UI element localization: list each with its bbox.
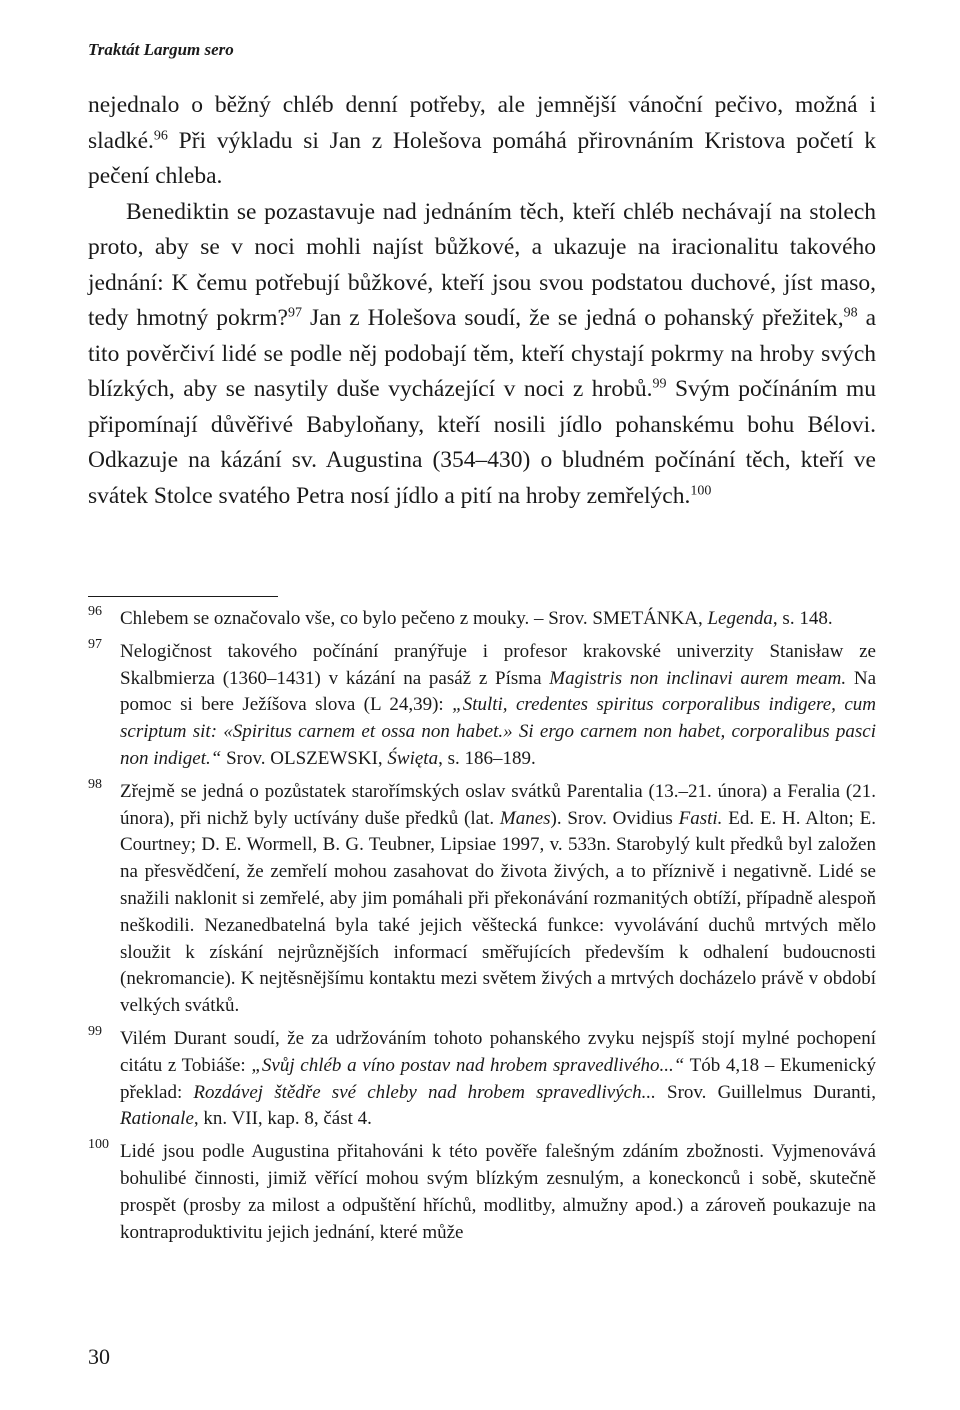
text-run: Tób 4,18 – Ekumenický překlad: bbox=[120, 1054, 877, 1103]
running-title: Traktát Largum sero bbox=[88, 40, 234, 59]
paragraph-1 bbox=[88, 88, 876, 195]
page-number: 30 bbox=[88, 1344, 110, 1369]
text-run: ). Srov. Ovidius bbox=[550, 807, 679, 829]
text-run: Nelogičnost takového počínání pranýřuje i profesor krakovské univerzity Stanisław ze Skalbmierza (1360–1431) v kázání na pasáž z Písma bbox=[120, 640, 876, 689]
footnote-ref-99[interactable]: 99 bbox=[652, 376, 667, 392]
text-run: Vilém Durant soudí, že za udržováním tohoto pohanského zvyku nejspíš stojí mylné pochopení citátu z Tobiáše: bbox=[120, 1027, 876, 1076]
footnotes bbox=[88, 606, 876, 1252]
text-run: nejednalo o běžný chléb denní potřeby, ale jemnější vánoční pečivo, možná i sladké. bbox=[88, 92, 876, 154]
text-run: a tito pověrčiví lidé se podle něj podobají těm, kteří chystají pokrmy na hroby svých blízkých, aby se nasytily duše vycházející v noci z hrobů. bbox=[88, 305, 877, 402]
text-run: Svým počínáním mu připomínají důvěřivé Babyloňany, kteří nosili jídlo pohanskému bohu Bélovi. Odkazuje na kázání sv. Augustina (354–430) o bludném počínání těch, kteří ve svátek Stolce svatého Petra nosí jídlo a pití na hroby zemřelých. bbox=[88, 376, 876, 509]
italic-run: Magistris non inclinavi aurem meam. bbox=[549, 667, 847, 689]
text-run: Benediktin se pozastavuje nad jednáním těch, kteří chléb nechávají na stolech proto, aby se v noci mohli najíst bůžkové, a ukazuje na iracionalitu takového jednání: K čemu potřebují bůžkové, kteří jsou svou podstatou duchové, jíst maso, tedy hmotný pokrm? bbox=[88, 198, 876, 331]
footnote-number: 98 bbox=[88, 776, 102, 792]
text-run: Srov. OLSZEWSKI, bbox=[221, 747, 388, 769]
text-run: , s. 186–189. bbox=[438, 747, 536, 769]
text-run: , s. 148. bbox=[772, 608, 833, 629]
italic-run: Manes bbox=[499, 807, 551, 829]
footnote-text bbox=[120, 1026, 876, 1133]
footnote-ref-100[interactable]: 100 bbox=[690, 483, 712, 499]
footnote-text bbox=[120, 606, 876, 633]
text-run: Zřejmě se jedná o pozůstatek starořímských oslav svátků Parentalia (13.–21. února) a Feralia (21. února), při nichž byly uctívány duše předků (lat. bbox=[120, 780, 876, 829]
footnote-separator bbox=[88, 596, 278, 597]
footnote-ref-98[interactable]: 98 bbox=[843, 305, 858, 321]
footnote-text bbox=[120, 639, 876, 773]
footnote-text: Lidé jsou podle Augustina přitahováni k této pověře falešným zdáním zbožnosti. Vyjmenovává bohulibé činnosti, jimiž věřící mohou svým blízkým zesnulým, a koneckonců i sobě, skutečně prospět (prosby za milost a odpuštění hříchů, modlitby, almužny apod.) a zároveň poukazuje na kontraproduktivitu jejich jednání, které může bbox=[120, 1141, 876, 1243]
footnote-96 bbox=[88, 606, 876, 633]
italic-run: Rationale bbox=[120, 1108, 194, 1130]
text-run: Jan z Holešova soudí, že se jedná o pohanský přežitek, bbox=[301, 305, 844, 331]
paragraph-2 bbox=[88, 195, 876, 515]
italic-run: Legenda bbox=[707, 608, 773, 629]
italic-run: „Svůj chléb a víno postav nad hrobem spravedlivého...“ bbox=[251, 1054, 685, 1076]
footnote-97 bbox=[88, 636, 877, 773]
footnote-number: 100 bbox=[88, 1137, 109, 1153]
footnote-number: 96 bbox=[88, 604, 102, 619]
footnote-number: 99 bbox=[88, 1023, 102, 1039]
text-run: Chlebem se označovalo vše, co bylo pečeno z mouky. – Srov. SMETÁNKA, bbox=[120, 608, 708, 629]
main-text bbox=[88, 88, 876, 514]
text-run: Při výkladu si Jan z Holešova pomáhá přirovnáním Kristova početí k pečení chleba. bbox=[88, 127, 876, 189]
text-run: , kn. VII, kap. 8, část 4. bbox=[193, 1108, 372, 1130]
italic-run: „Stulti, credentes spiritus corporalibus indigere, cum scriptum sit: «Spiritus carnem et ossa non habet.» Si ergo carnem non habet, corporalibus pasci non indiget.“ bbox=[120, 694, 876, 769]
footnote-ref-96[interactable]: 96 bbox=[153, 128, 168, 144]
text-run: Srov. Guillelmus Duranti, bbox=[655, 1081, 876, 1103]
italic-run: Fasti. bbox=[678, 807, 723, 829]
text-run: Ed. E. H. Alton; E. Courtney; D. E. Wormell, B. G. Teubner, Lipsiae 1997, v. 533n. Starobylý kult předků byl založen na přesvědčení, že zemřelí mohou zasahovat do života živých, a to příznivě i negativně. Lidé se snažili naklonit si zemřelé, aby jim pomáhali při překonávání rozmanitých obtíží, případně alespoň neškodili. Nezanedbatelná byla také jejich věštecká funkce: vyvolávání duchů mrtvých mělo sloužit k získání nejrůznějších informací směřujících především k odhalení budoucnosti (nekromancie). K nejtěsnějšímu kontaktu mezi světem živých a mrtvých docházelo právě v období velkých svátků. bbox=[120, 807, 876, 1017]
footnote-ref-97[interactable]: 97 bbox=[287, 305, 302, 321]
footnote-99 bbox=[88, 1023, 877, 1133]
footnote-number: 97 bbox=[88, 636, 102, 652]
footnote-100 bbox=[88, 1139, 876, 1246]
footnote-98 bbox=[88, 776, 876, 1020]
footnote-text bbox=[120, 779, 876, 1020]
italic-run: Rozdávej štědře své chleby nad hrobem spravedlivých... bbox=[193, 1081, 656, 1103]
italic-run: Święta bbox=[387, 747, 439, 769]
text-run: Na pomoc si bere Ježíšova slova (L 24,39): bbox=[120, 667, 877, 716]
